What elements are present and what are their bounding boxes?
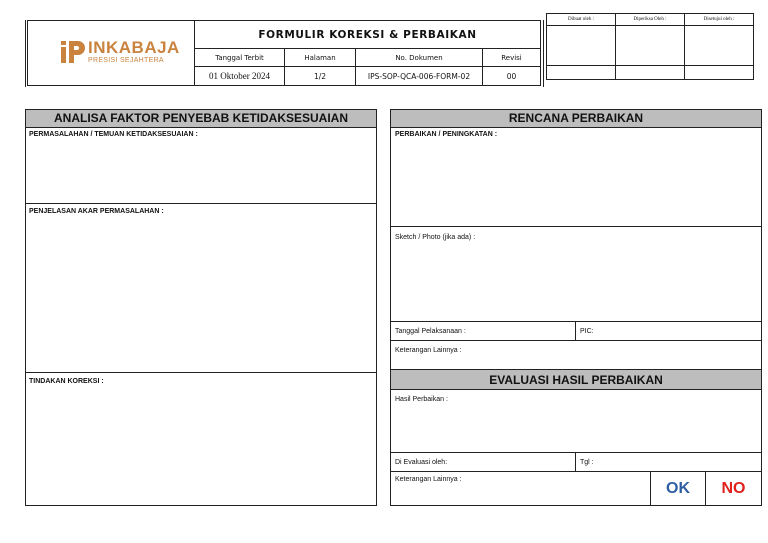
correction-label: TINDAKAN KOREKSI : [29, 378, 104, 385]
sketch-label: Sketch / Photo (jika ada) : [395, 234, 476, 241]
root-cause-field[interactable] [26, 218, 376, 372]
company-name: INKABAJA [88, 38, 180, 57]
evaluation-heading: EVALUASI HASIL PERBAIKAN [391, 369, 761, 390]
divider-pic [575, 321, 576, 340]
header-frame-left [25, 20, 26, 87]
divider-eval-date [575, 452, 576, 471]
ok-label: OK [666, 479, 690, 497]
improvement-field[interactable] [391, 141, 761, 226]
approval-box [546, 13, 754, 80]
document-header [27, 20, 541, 86]
header-col-page: Halaman [285, 49, 356, 67]
plan-panel [390, 109, 762, 506]
plan-notes-label: Keterangan Lainnya : [395, 347, 462, 354]
header-frame-right [543, 20, 544, 87]
logo-cell [28, 21, 195, 85]
header-value-page: 1/2 [285, 67, 356, 85]
correction-field[interactable] [26, 388, 376, 505]
header-col-revision: Revisi [483, 49, 540, 67]
divider-improvement [391, 226, 761, 227]
implementation-date-label: Tanggal Pelaksanaan : [395, 328, 466, 335]
analysis-panel [25, 109, 377, 506]
plan-heading: RENCANA PERBAIKAN [391, 110, 761, 128]
result-label: Hasil Perbaikan : [395, 396, 448, 403]
approval-name-checked-by[interactable] [616, 66, 685, 79]
divider-result [391, 452, 761, 453]
company-logo-icon [60, 40, 86, 64]
header-col-issue-date: Tanggal Terbit [195, 49, 285, 67]
approval-label-approved-by: Disetujui oleh : [685, 14, 753, 26]
header-value-issue-date: 01 Oktober 2024 [195, 67, 285, 85]
pic-label: PIC: [580, 328, 594, 335]
divider-problem [26, 203, 376, 204]
problem-label: PERMASALAHAN / TEMUAN KETIDAKSESUAIAN : [29, 131, 198, 138]
no-label: NO [721, 479, 746, 497]
analysis-heading: ANALISA FAKTOR PENYEBAB KETIDAKSESUAIAN [26, 110, 376, 128]
approval-signature-made-by[interactable] [547, 26, 616, 66]
ok-checkbox[interactable] [651, 472, 705, 505]
header-col-doc-number: No. Dokumen [356, 49, 483, 67]
improvement-label: PERBAIKAN / PENINGKATAN : [395, 131, 498, 138]
form-title: FORMULIR KOREKSI & PERBAIKAN [195, 21, 540, 49]
company-tagline: PRESISI SEJAHTERA [88, 57, 164, 64]
approval-label-checked-by: Diperiksa Oleh : [616, 14, 685, 26]
header-value-doc-number: IPS-SOP-QCA-006-FORM-02 [356, 67, 483, 85]
approval-name-made-by[interactable] [547, 66, 616, 79]
approval-signature-approved-by[interactable] [685, 26, 753, 66]
approval-name-approved-by[interactable] [685, 66, 753, 79]
result-field[interactable] [391, 406, 761, 452]
evaluator-label: Di Evaluasi oleh: [395, 459, 448, 466]
evaluation-date-label: Tgl : [580, 459, 594, 466]
root-cause-label: PENJELASAN AKAR PERMASALAHAN : [29, 208, 164, 215]
no-checkbox[interactable] [706, 472, 761, 505]
divider-sketch [391, 321, 761, 322]
divider-root-cause [26, 372, 376, 373]
approval-signature-checked-by[interactable] [616, 26, 685, 66]
evaluation-notes-label: Keterangan Lainnya : [395, 476, 462, 483]
sketch-field[interactable] [391, 244, 761, 321]
header-value-revision: 00 [506, 71, 517, 81]
problem-field[interactable] [26, 141, 376, 203]
plan-notes-field[interactable] [391, 341, 761, 369]
approval-label-made-by: Dibuat oleh : [547, 14, 616, 26]
